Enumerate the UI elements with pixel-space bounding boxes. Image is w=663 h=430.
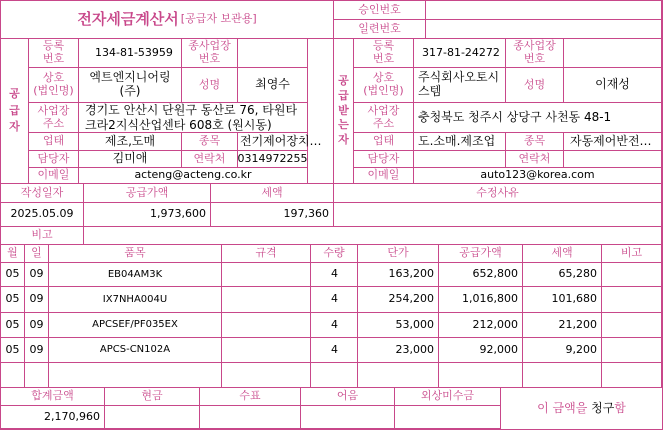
item-supply: 1,016,800 xyxy=(439,287,523,313)
empty-row-cell xyxy=(439,363,523,388)
approval-value xyxy=(426,1,662,20)
empty-row-cell xyxy=(311,363,358,388)
empty-row-cell xyxy=(49,363,222,388)
note-value xyxy=(84,227,662,245)
item-supply: 652,800 xyxy=(439,263,523,287)
buyer-reg-no: 317-81-24272 xyxy=(414,39,506,68)
total-label: 합계금액 xyxy=(1,388,105,406)
buyer-rep-label: 성명 xyxy=(506,68,564,103)
bill-amount xyxy=(301,406,395,429)
supply-total: 1,973,600 xyxy=(84,203,211,227)
item-day: 09 xyxy=(25,313,49,338)
supplier-branch-label: 종사업장 번호 xyxy=(182,39,238,68)
reason-label: 수정사유 xyxy=(334,184,662,203)
supplier-rep-label: 성명 xyxy=(182,68,238,103)
tax-total-label: 세액 xyxy=(211,184,334,203)
item-qty: 4 xyxy=(311,287,358,313)
item-note xyxy=(602,287,662,313)
claim-statement xyxy=(501,388,662,429)
empty-row-cell xyxy=(1,363,25,388)
buyer-branch-no xyxy=(564,39,662,68)
col-qty: 수량 xyxy=(311,245,358,263)
buyer-tel xyxy=(564,151,662,168)
serial-value xyxy=(426,20,662,39)
item-tax: 101,680 xyxy=(523,287,602,313)
item-day: 09 xyxy=(25,263,49,287)
buyer-email-label: 이메일 xyxy=(354,168,414,184)
item-supply: 92,000 xyxy=(439,338,523,363)
supplier-biz-label: 업태 xyxy=(29,133,79,151)
invoice-title xyxy=(1,1,334,39)
buyer-side-label: 공 급 받 는 자 xyxy=(334,39,354,184)
item-tax: 9,200 xyxy=(523,338,602,363)
supplier-rep: 최영수 xyxy=(238,68,308,103)
check-amount xyxy=(200,406,301,429)
issue-date: 2025.05.09 xyxy=(1,203,84,227)
col-spec: 규격 xyxy=(222,245,311,263)
supplier-branch-no xyxy=(238,39,308,68)
item-month: 05 xyxy=(1,263,25,287)
supply-total-label: 공급가액 xyxy=(84,184,211,203)
serial-label: 일련번호 xyxy=(334,20,426,39)
supplier-name: 엑트엔지니어링 (주) xyxy=(79,68,182,103)
buyer-branch-label: 종사업장 번호 xyxy=(506,39,564,68)
buyer-mgr-label: 담당자 xyxy=(354,151,414,168)
supplier-biz-item: 전기제어장치… xyxy=(238,133,308,151)
col-month: 월 xyxy=(1,245,25,263)
item-note xyxy=(602,338,662,363)
claim-prefix: 이 금액을 xyxy=(537,400,592,415)
item-name: APCS-CN102A xyxy=(49,338,222,363)
supplier-biz-type: 제조,도매 xyxy=(79,133,182,151)
item-price: 23,000 xyxy=(358,338,439,363)
item-day: 09 xyxy=(25,287,49,313)
supplier-manager: 김미애 xyxy=(79,151,182,168)
supplier-item-label: 종목 xyxy=(182,133,238,151)
empty-row-cell xyxy=(25,363,49,388)
supplier-name-label: 상호 (법인명) xyxy=(29,68,79,103)
claim-suffix: 함 xyxy=(614,400,626,415)
buyer-biz-type: 도.소매.제조업 xyxy=(414,133,506,151)
supplier-email: acteng@acteng.co.kr xyxy=(79,168,308,184)
supplier-addr: 경기도 안산시 단원구 동산로 76, 타원타 크라2지식산업센타 608호 (원시동) xyxy=(79,103,308,133)
item-tax: 65,280 xyxy=(523,263,602,287)
supplier-reg-label: 등록 번호 xyxy=(29,39,79,68)
col-tax: 세액 xyxy=(523,245,602,263)
bill-label: 어음 xyxy=(301,388,395,406)
credit-amount xyxy=(395,406,501,429)
buyer-biz-item: 자동제어반전… xyxy=(564,133,662,151)
buyer-email: auto123@korea.com xyxy=(414,168,662,184)
reason-value xyxy=(334,203,662,227)
empty-row-cell xyxy=(602,363,662,388)
approval-label: 승인번호 xyxy=(334,1,426,20)
item-month: 05 xyxy=(1,338,25,363)
item-qty: 4 xyxy=(311,263,358,287)
note-label: 비고 xyxy=(1,227,84,245)
item-price: 254,200 xyxy=(358,287,439,313)
col-item: 품목 xyxy=(49,245,222,263)
cash-amount xyxy=(105,406,200,429)
date-label: 작성일자 xyxy=(1,184,84,203)
col-note: 비고 xyxy=(602,245,662,263)
empty-row-cell xyxy=(222,363,311,388)
buyer-name-label: 상호 (법인명) xyxy=(354,68,414,103)
buyer-rep: 이재성 xyxy=(564,68,662,103)
item-month: 05 xyxy=(1,313,25,338)
buyer-reg-label: 등록 번호 xyxy=(354,39,414,68)
column-divider xyxy=(308,39,334,184)
empty-row-cell xyxy=(523,363,602,388)
item-day: 09 xyxy=(25,338,49,363)
col-price: 단가 xyxy=(358,245,439,263)
supplier-reg-no: 134-81-53959 xyxy=(79,39,182,68)
claim-word: 청구 xyxy=(591,400,615,415)
item-spec xyxy=(222,287,311,313)
item-spec xyxy=(222,263,311,287)
title-subtitle: [공급자 보관용] xyxy=(180,12,257,26)
total-amount: 2,170,960 xyxy=(1,406,105,429)
buyer-tel-label: 연락처 xyxy=(506,151,564,168)
supplier-side-label: 공 급 자 xyxy=(1,39,29,184)
check-label: 수표 xyxy=(200,388,301,406)
item-name: EB04AM3K xyxy=(49,263,222,287)
buyer-addr: 충청북도 청주시 상당구 사천동 48-1 xyxy=(414,103,662,133)
item-month: 05 xyxy=(1,287,25,313)
supplier-email-label: 이메일 xyxy=(29,168,79,184)
item-note xyxy=(602,313,662,338)
buyer-item-label: 종목 xyxy=(506,133,564,151)
item-name: IX7NHA004U xyxy=(49,287,222,313)
item-spec xyxy=(222,338,311,363)
item-name: APCSEF/PF035EX xyxy=(49,313,222,338)
col-day: 일 xyxy=(25,245,49,263)
empty-row-cell xyxy=(358,363,439,388)
item-price: 163,200 xyxy=(358,263,439,287)
tax-total: 197,360 xyxy=(211,203,334,227)
item-note xyxy=(602,263,662,287)
supplier-tel: 0314972255 xyxy=(238,151,308,168)
buyer-name: 주식회사오토시 스템 xyxy=(414,68,506,103)
supplier-tel-label: 연락처 xyxy=(182,151,238,168)
credit-label: 외상미수금 xyxy=(395,388,501,406)
supplier-mgr-label: 담당자 xyxy=(29,151,79,168)
title-text: 전자세금계산서 xyxy=(77,9,179,28)
item-spec xyxy=(222,313,311,338)
buyer-manager xyxy=(414,151,506,168)
buyer-biz-label: 업태 xyxy=(354,133,414,151)
item-price: 53,000 xyxy=(358,313,439,338)
item-tax: 21,200 xyxy=(523,313,602,338)
item-qty: 4 xyxy=(311,313,358,338)
cash-label: 현금 xyxy=(105,388,200,406)
item-qty: 4 xyxy=(311,338,358,363)
col-supply: 공급가액 xyxy=(439,245,523,263)
buyer-addr-label: 사업장 주소 xyxy=(354,103,414,133)
supplier-addr-label: 사업장 주소 xyxy=(29,103,79,133)
item-supply: 212,000 xyxy=(439,313,523,338)
